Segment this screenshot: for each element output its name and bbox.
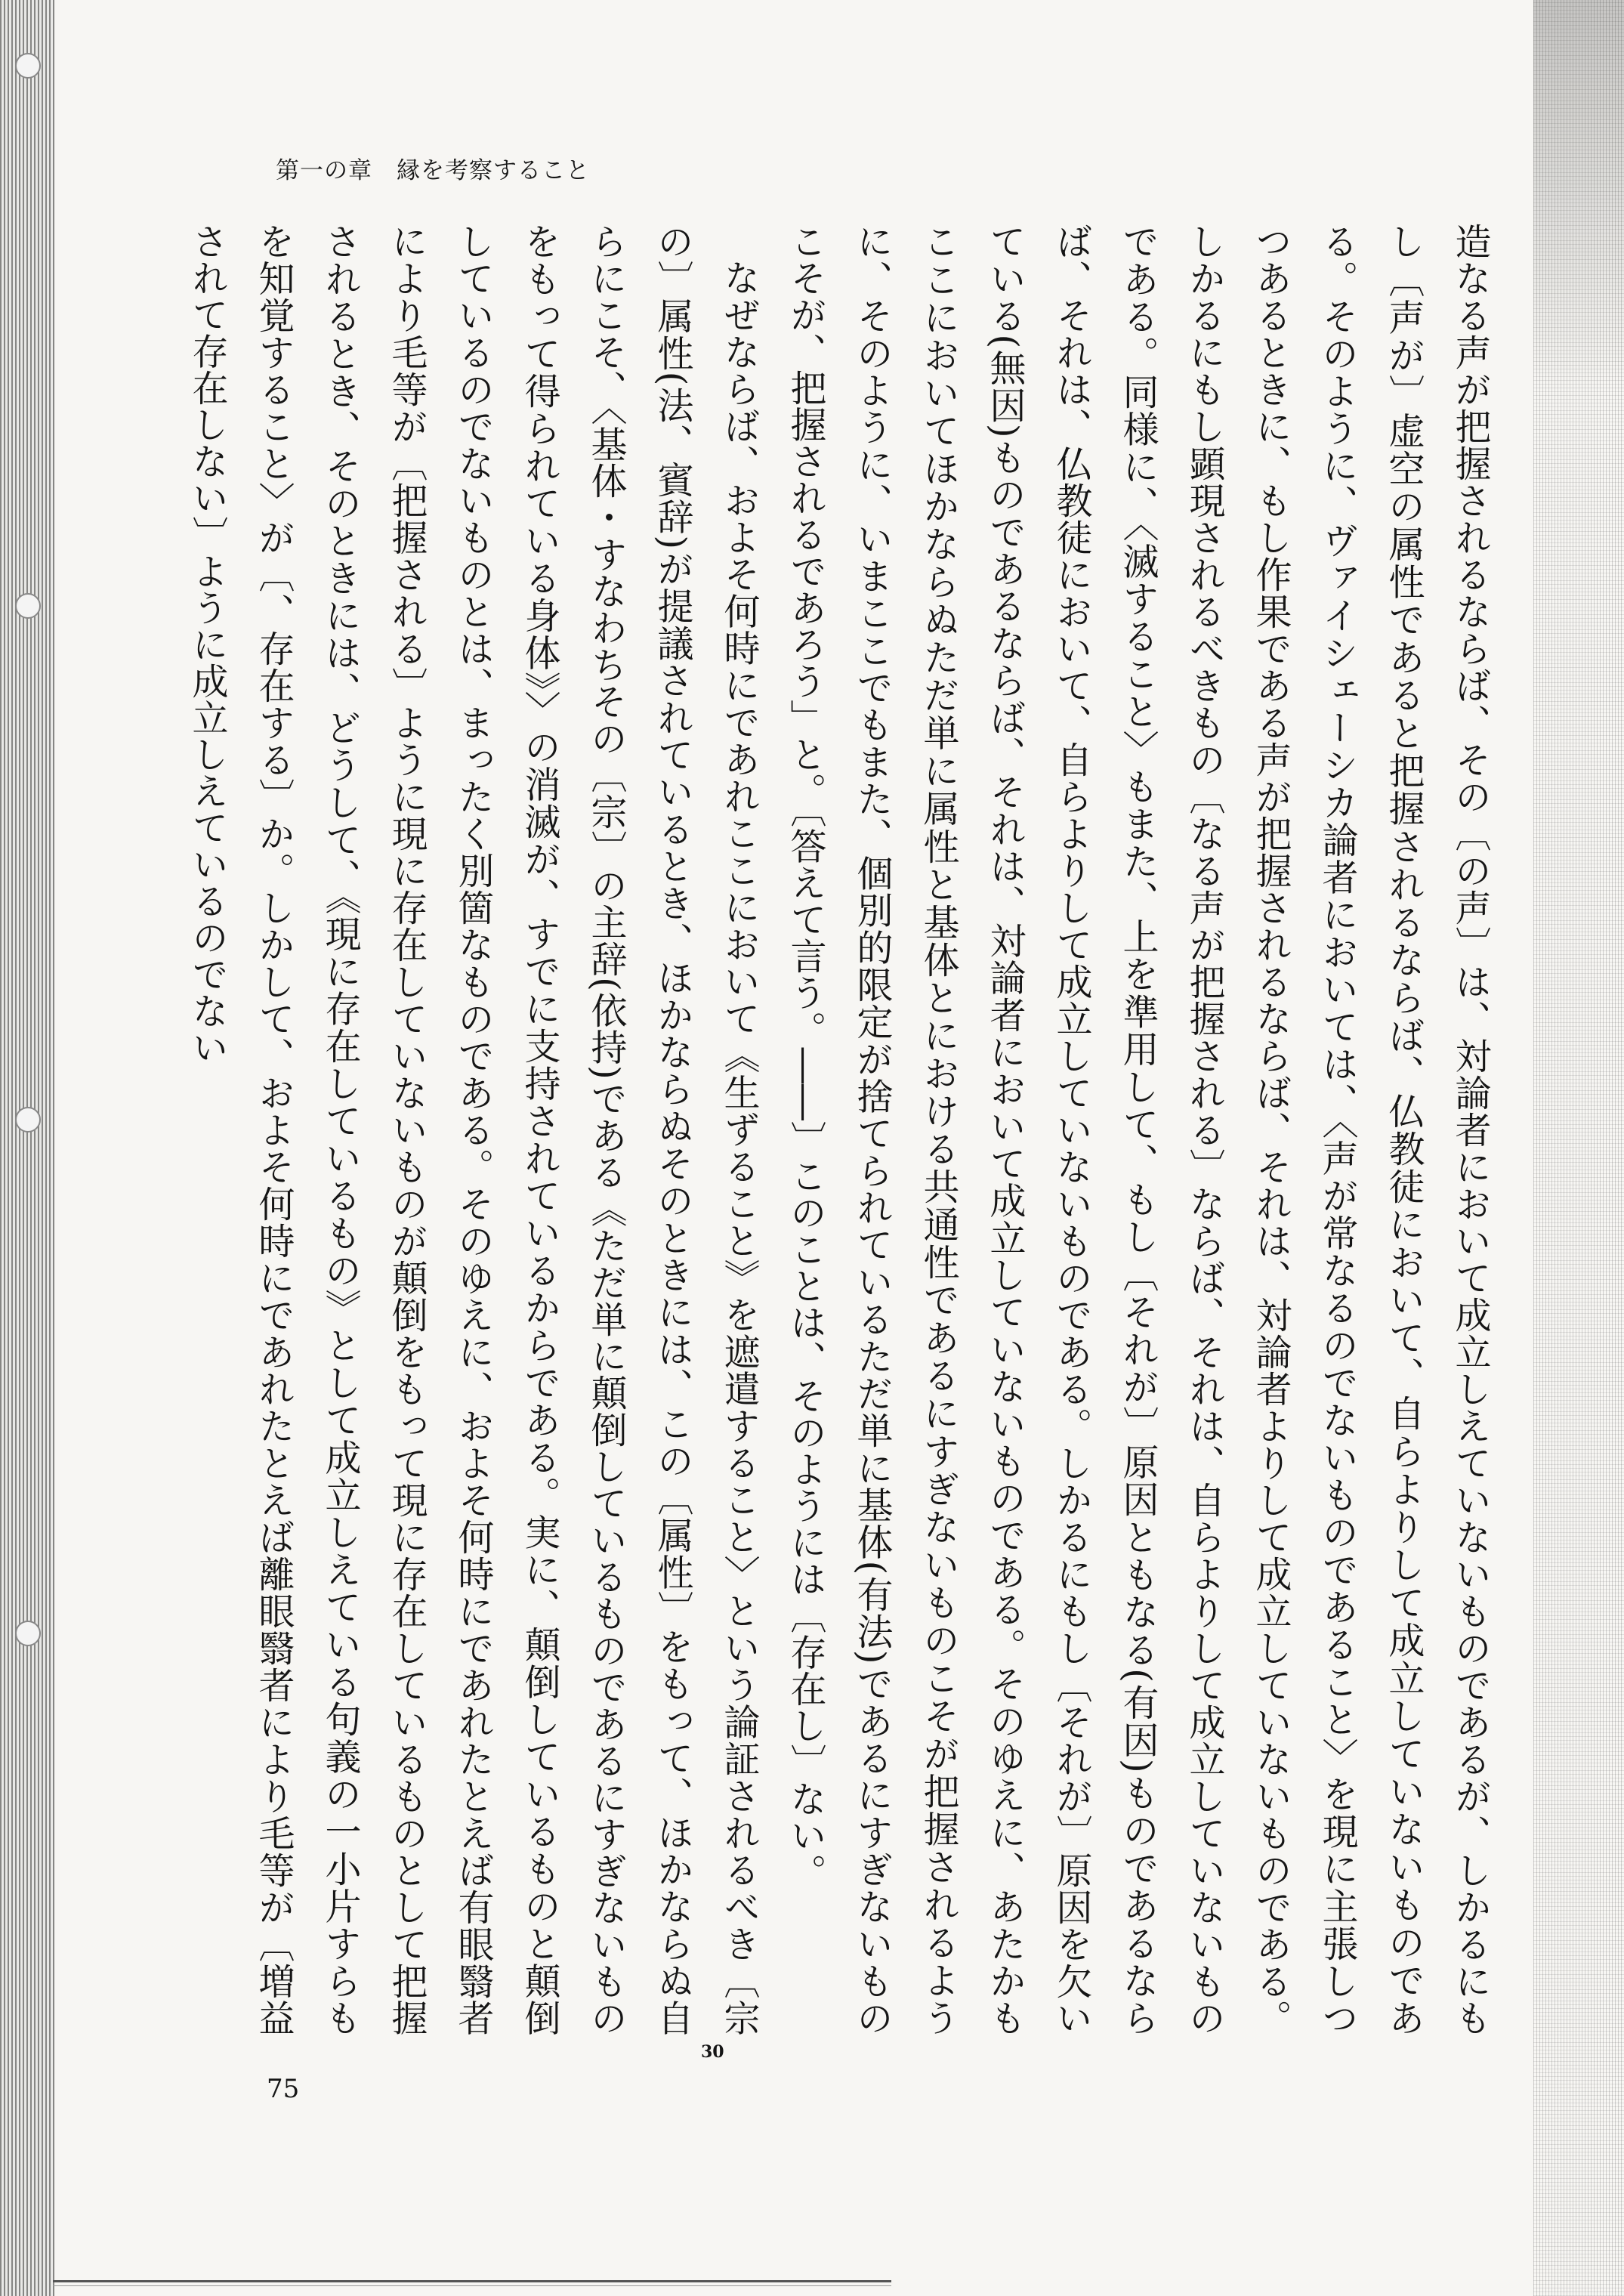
paragraph-2: なぜならば、およそ何時にであれここにおいて《生ずること》を遮遣すること〉という論証されるべき〔宗の〕属性(法、賓辞)が提議されているとき、ほかならぬそのときには、この〔属性〕をもって、ほかならぬ自らにこそ、〈基体・すなわちその〔宗〕の主辞(依持)である《ただ単に顛倒しているものであるにすぎないものをもって得られている身体》〉の消滅が、すでに支持されているからである。実に、顛倒しているものと顛倒しているのでないものとは、まったく別箇なものである。そのゆえに、およそ何時にであれたとえば有眼翳者により毛等が〔把握される〕ように現に存在していないものが顛倒をもって現に存在しているものとして把握されるとき、そのときには、どうして、《現に存在しているもの》として成立しえている句義の一小片すらもを知覚すること〉が〔、存在する〕か。しかして、およそ何時にであれたとえば離眼翳者により毛等が〔増益されて存在しない〕ように成立しえているのでない: [186, 223, 760, 2036]
bottom-rule-thin: [53, 2285, 891, 2286]
scan-noise-edge: [1533, 0, 1624, 2296]
binder-hole: [15, 1107, 41, 1133]
center-number: 30: [701, 2042, 724, 2062]
binder-hole: [15, 593, 41, 619]
bottom-rule: [53, 2280, 891, 2282]
paragraph-1: 造なる声が把握されるならば、その〔の声〕は、対論者において成立しえていないものであるが、しかるにもし〔声が〕虚空の属性であると把握されるならば、仏教徒において、自らよりして成立していないものである。そのように、ヴァイシェーシカ論者においては、〈声が常なるのでないものであること〉を現に主張しつつあるときに、もし作果である声が把握されるならば、それは、対論者よりして成立していないものである。しかるにもし顕現されるべきもの〔なる声が把握される〕ならば、それは、自らよりして成立していないものである。同様に、〈滅すること〉もまた、上を準用して、もし〔それが〕原因ともなる(有因)ものであるならば、それは、仏教徒において、自らよりして成立していないものである。しかるにもし〔それが〕原因を欠いている(無因)ものであるならば、それは、対論者において成立していないものである。そのゆえに、あたかもここにおいてほかならぬただ単に属性と基体とにおける共通性であるにすぎないものこそが把握されるように、そのように、いまここでもまた、個別的限定が捨てられているただ単に基体(有法)であるにすぎないものこそが、把握されるであろう」と。〔答えて言う。――〕このことは、そのようには〔存在し〕ない。: [784, 223, 1491, 2037]
binding-edge: [0, 0, 54, 2296]
vertical-text-block: [186, 223, 1503, 2037]
running-head: 第一の章 縁を考察すること: [276, 157, 590, 184]
binder-hole: [15, 1621, 41, 1646]
binder-hole: [15, 53, 41, 79]
page-number: 75: [267, 2074, 300, 2104]
